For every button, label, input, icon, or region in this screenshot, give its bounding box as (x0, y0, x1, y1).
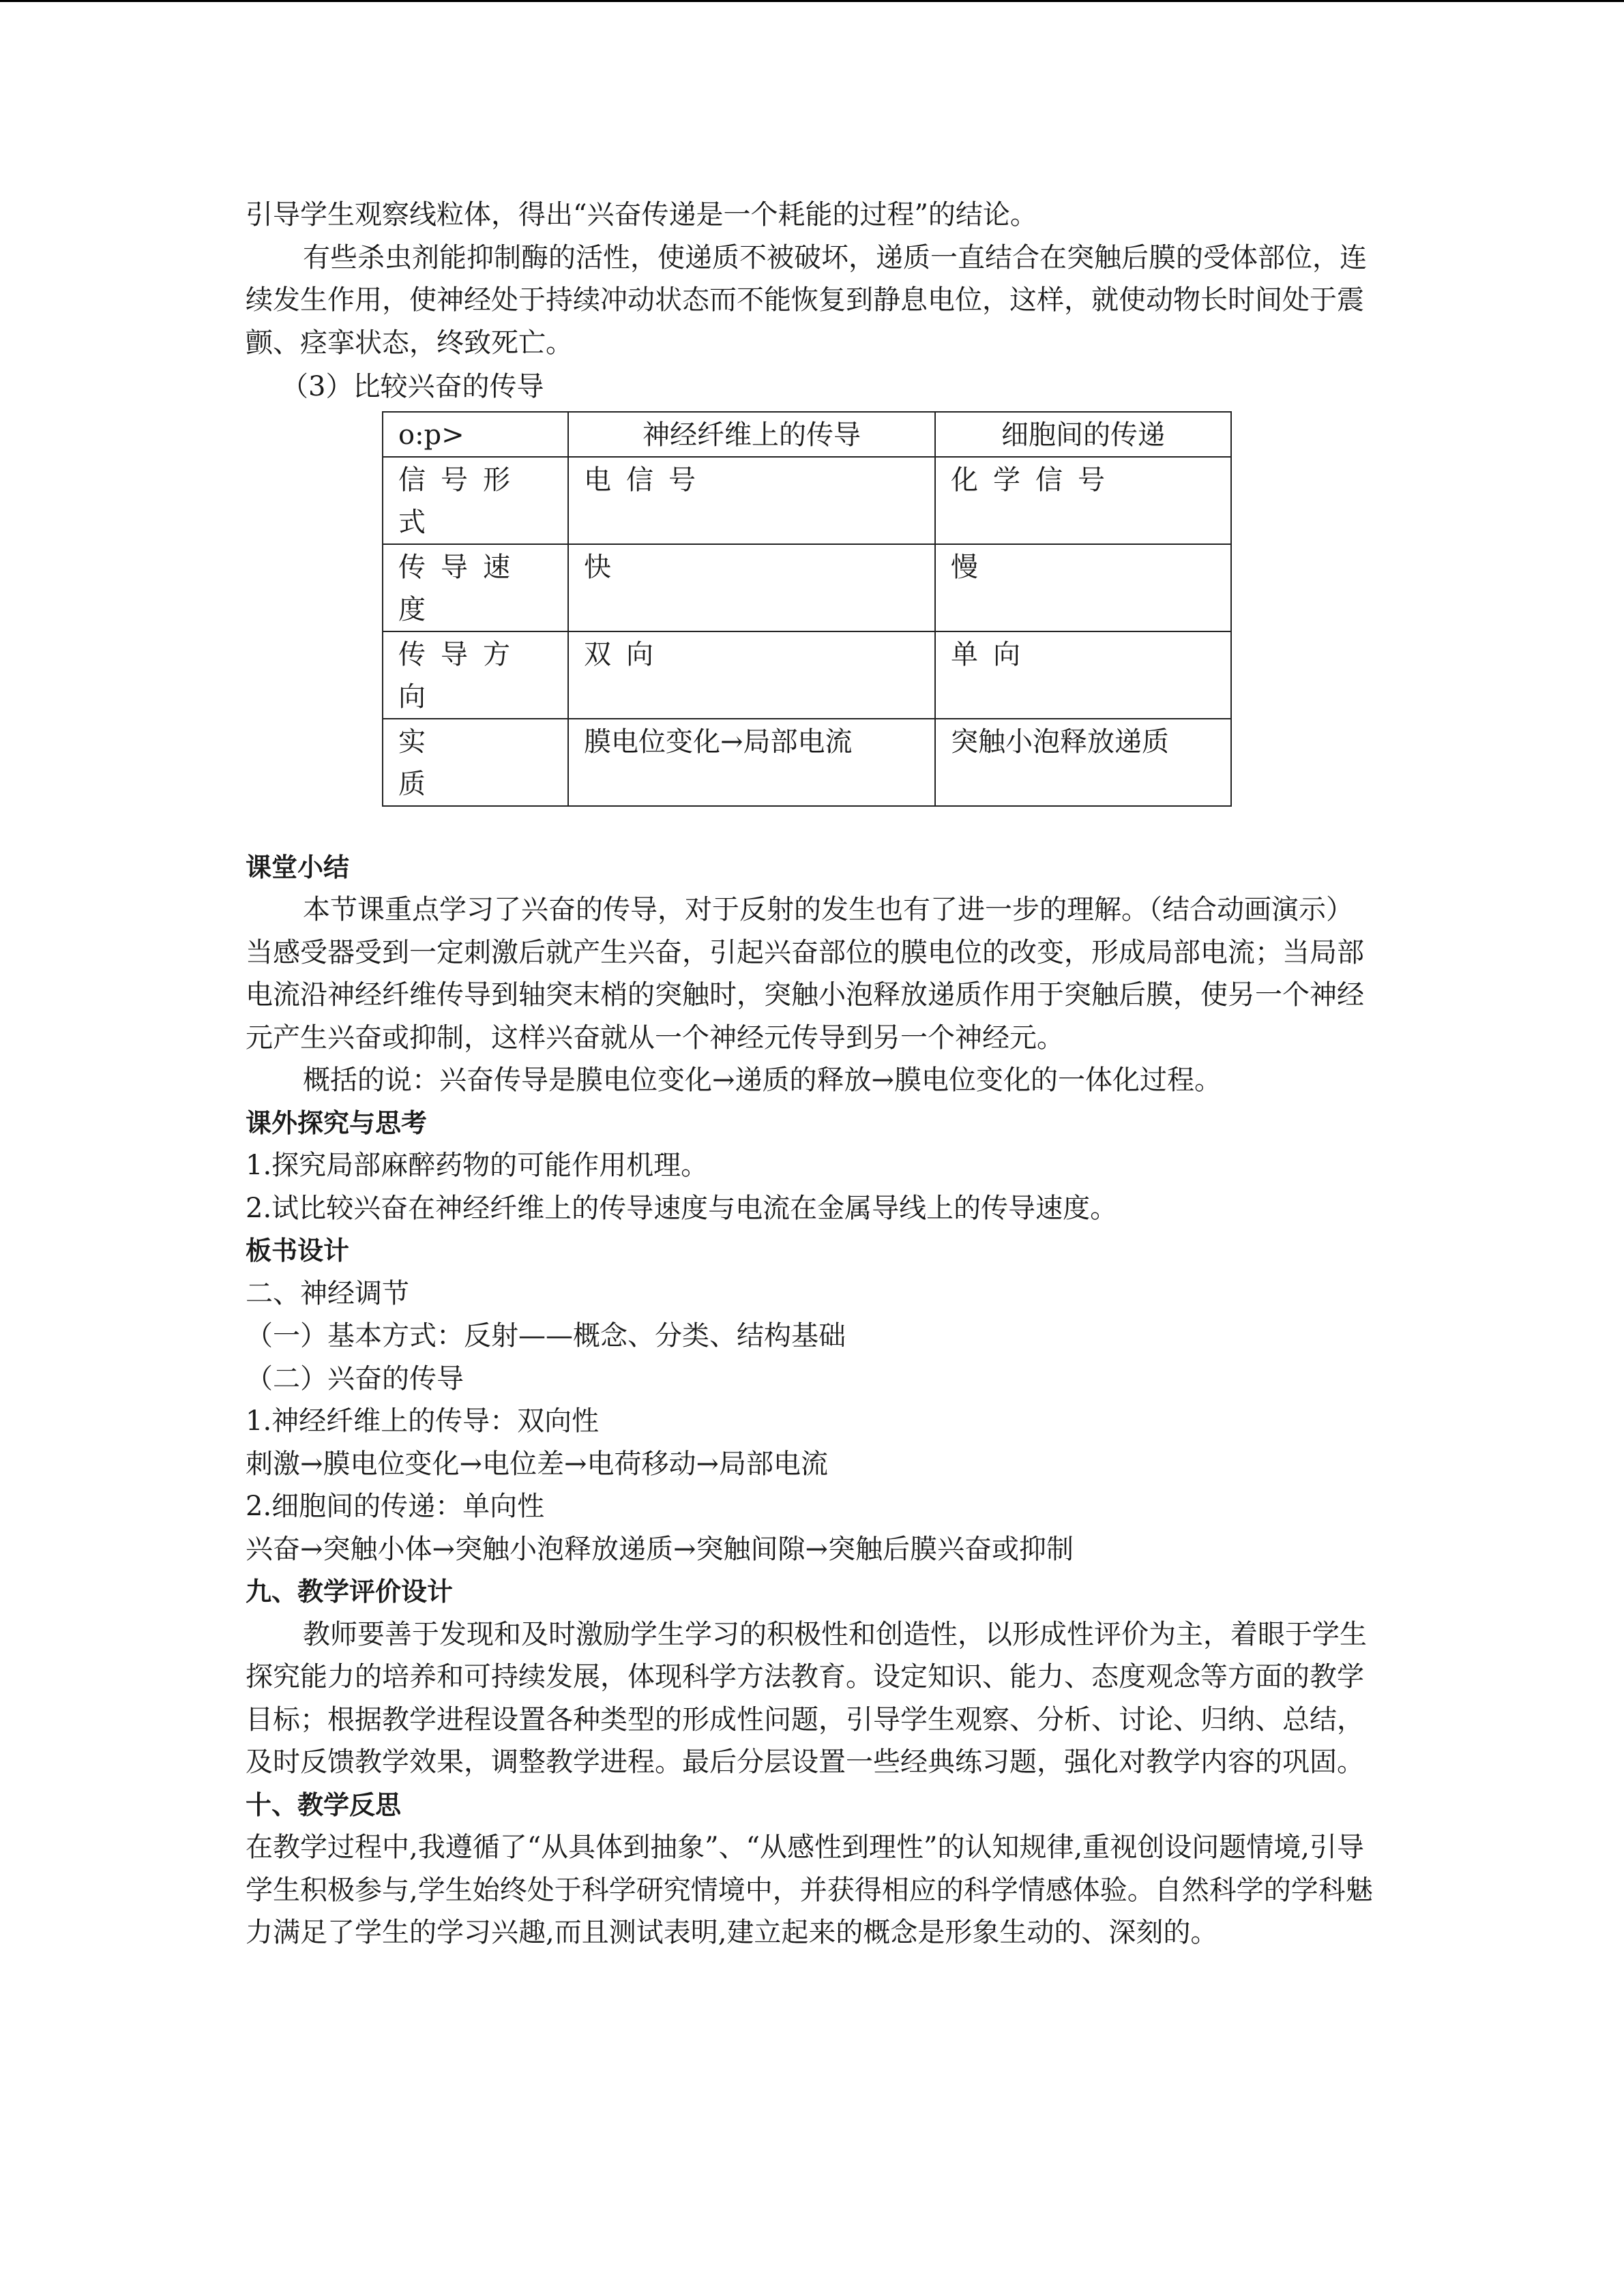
board-line: 兴奋→突触小体→突触小泡释放递质→突触间隙→突触后膜兴奋或抑制 (246, 1533, 1074, 1565)
insecticide-paragraph: 有些杀虫剂能抑制酶的活性，使递质不被破坏，递质一直结合在突触后膜的受体部位，连续发生作用，使神经处于持续冲动状态而不能恢复到静息电位，这样，就使动物长时间处于震颤、痉挛状态，终致死亡。 (246, 241, 1367, 359)
table-row-label: 传导方向 (383, 631, 568, 719)
reflection-paragraph: 在教学过程中,我遵循了“从具体到抽象”、“从感性到理性”的认知规律,重视创设问题情境,引导学生积极参与,学生始终处于科学研究情境中，并获得相应的科学情感体验。自然科学的学科魅力满足了学生的学习兴趣,而且测试表明,建立起来的概念是形象生动的、深刻的。 (246, 1832, 1373, 1948)
board-line: 2.细胞间的传递：单向性 (246, 1491, 545, 1522)
table-header-row (383, 412, 1231, 457)
evaluation-paragraph: 教师要善于发现和及时激励学生学习的积极性和创造性，以形成性评价为主，着眼于学生探究能力的培养和可持续发展，体现科学方法教育。设定知识、能力、态度观念等方面的教学目标；根据教学进程设置各种类型的形成性问题，引导学生观察、分析、讨论、归纳、总结，及时反馈教学效果，调整教学进程。最后分层设置一些经典练习题，强化对教学内容的巩固。 (246, 1618, 1367, 1778)
summary-conclusion: 概括的说：兴奋传导是膜电位变化→递质的释放→膜电位变化的一体化过程。 (303, 1064, 1222, 1096)
document-page (246, 194, 1378, 1954)
board-line: 刺激→膜电位变化→电位差→电荷移动→局部电流 (246, 1448, 829, 1480)
explore-heading: 课外探究与思考 (246, 1107, 428, 1138)
board-line: 二、神经调节 (246, 1277, 409, 1309)
comparison-table (382, 411, 1232, 807)
table-cell: 双向 (568, 631, 935, 719)
table-cell: 膜电位变化→局部电流 (568, 719, 935, 806)
board-line: 1.神经纤维上的传导：双向性 (246, 1405, 600, 1437)
spacer (246, 807, 1378, 846)
table-row (383, 631, 1231, 719)
intro-line: 引导学生观察线粒体，得出“兴奋传递是一个耗能的过程”的结论。 (246, 199, 1037, 230)
board-heading: 板书设计 (246, 1236, 350, 1266)
evaluation-heading: 九、教学评价设计 (246, 1577, 454, 1607)
table-row (383, 457, 1231, 544)
explore-item: 1.探究局部麻醉药物的可能作用机理。 (246, 1150, 709, 1181)
board-line: （一）基本方式：反射——概念、分类、结构基础 (246, 1320, 846, 1352)
table-cell: 单向 (935, 631, 1231, 719)
comparison-subheading: （3）比较兴奋的传导 (281, 371, 544, 402)
reflection-heading: 十、教学反思 (246, 1789, 402, 1820)
summary-paragraph: 本节课重点学习了兴奋的传导，对于反射的发生也有了进一步的理解。（结合动画演示）当感受器受到一定刺激后就产生兴奋，引起兴奋部位的膜电位的改变，形成局部电流；当局部电流沿神经纤维传导到轴突末梢的突触时，突触小泡释放递质作用于突触后膜，使另一个神经元产生兴奋或抑制，这样兴奋就从一个神经元传导到另一个神经元。 (246, 894, 1364, 1054)
table-row-label: 传导速度 (383, 544, 568, 631)
table-header-cell: o:p> (383, 412, 568, 457)
table-row (383, 544, 1231, 631)
board-line: （二）兴奋的传导 (246, 1362, 464, 1395)
table-cell: 慢 (935, 544, 1231, 631)
table-cell: 化学信号 (935, 457, 1231, 544)
table-cell: 电信号 (568, 457, 935, 544)
table-row-label: 实质 (383, 719, 568, 806)
table-header-cell: 细胞间的传递 (935, 412, 1231, 457)
summary-heading: 课堂小结 (246, 852, 350, 882)
table-row-label: 信号形式 (383, 457, 568, 544)
page-top-border (0, 0, 1624, 2)
table-cell: 突触小泡释放递质 (935, 719, 1231, 806)
explore-item: 2.试比较兴奋在神经纤维上的传导速度与电流在金属导线上的传导速度。 (246, 1192, 1118, 1224)
table-cell: 快 (568, 544, 935, 631)
table-header-cell: 神经纤维上的传导 (568, 412, 935, 457)
table-row (383, 719, 1231, 806)
